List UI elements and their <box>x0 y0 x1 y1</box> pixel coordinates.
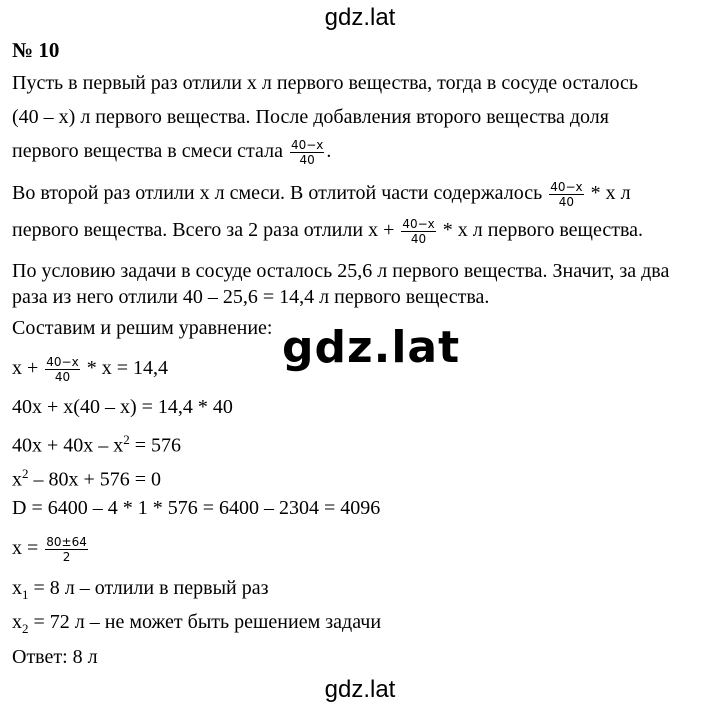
problem-number: № 10 <box>12 38 60 62</box>
fraction: $\frac{80\pm 64}{2}$ <box>46 535 87 564</box>
watermark-center: gdz.lat <box>282 322 461 373</box>
equation: x + $\frac{40-x}{40}$ * x = 14,4 <box>12 355 168 384</box>
fraction: $\frac{40-x}{40}$ <box>290 138 324 167</box>
text-line: Во второй раз отлили x л смеси. В отлитой части содержалось $\frac{40-x}{40}$ * x л <box>12 180 631 209</box>
text-line: первого вещества. Всего за 2 раза отлили x + $\frac{40-x}{40}$ * x л первого вещества. <box>12 217 644 246</box>
equation: $x^2 - 80x + 576 = 0$ <box>12 466 162 491</box>
answer: Ответ: 8 л <box>12 646 98 668</box>
fraction: $\frac{40-x}{40}$ <box>402 217 435 246</box>
watermark-bottom: gdz.lat <box>324 676 396 703</box>
text-line: раза из него отлили 40 – 25,6 = 14,4 л первого вещества. <box>12 286 490 308</box>
fraction: $\frac{40-x}{40}$ <box>46 355 79 384</box>
root-line: $x_1 = 8$ л – отлили в первый раз <box>12 577 269 602</box>
fraction: $\frac{40-x}{40}$ <box>550 180 583 209</box>
text-line: Пусть в первый раз отлили x л первого вещества, тогда в сосуде осталось <box>12 72 638 94</box>
equation: 40x + x(40 – x) = 14,4 * 40 <box>12 396 233 418</box>
equation: D = 6400 – 4 * 1 * 576 = 6400 – 2304 = 4096 <box>12 497 381 519</box>
watermark-top: gdz.lat <box>324 4 396 31</box>
text-line: Составим и решим уравнение: <box>12 317 273 339</box>
root-line: $x_2 = 72$ л – не может быть решением задачи <box>12 611 382 636</box>
equation: x = $\frac{80\pm 64}{2}$ <box>12 535 87 564</box>
text-line: По условию задачи в сосуде осталось 25,6 л первого вещества. Значит, за два <box>12 260 670 282</box>
equation: $40x + 40x - x^2 = 576$ <box>12 432 182 457</box>
text-line: первого вещества в смеси стала $\frac{40-x}{40}$ . <box>12 138 332 167</box>
text-line: (40 – x) л первого вещества. После добавления второго вещества доля <box>12 106 609 128</box>
